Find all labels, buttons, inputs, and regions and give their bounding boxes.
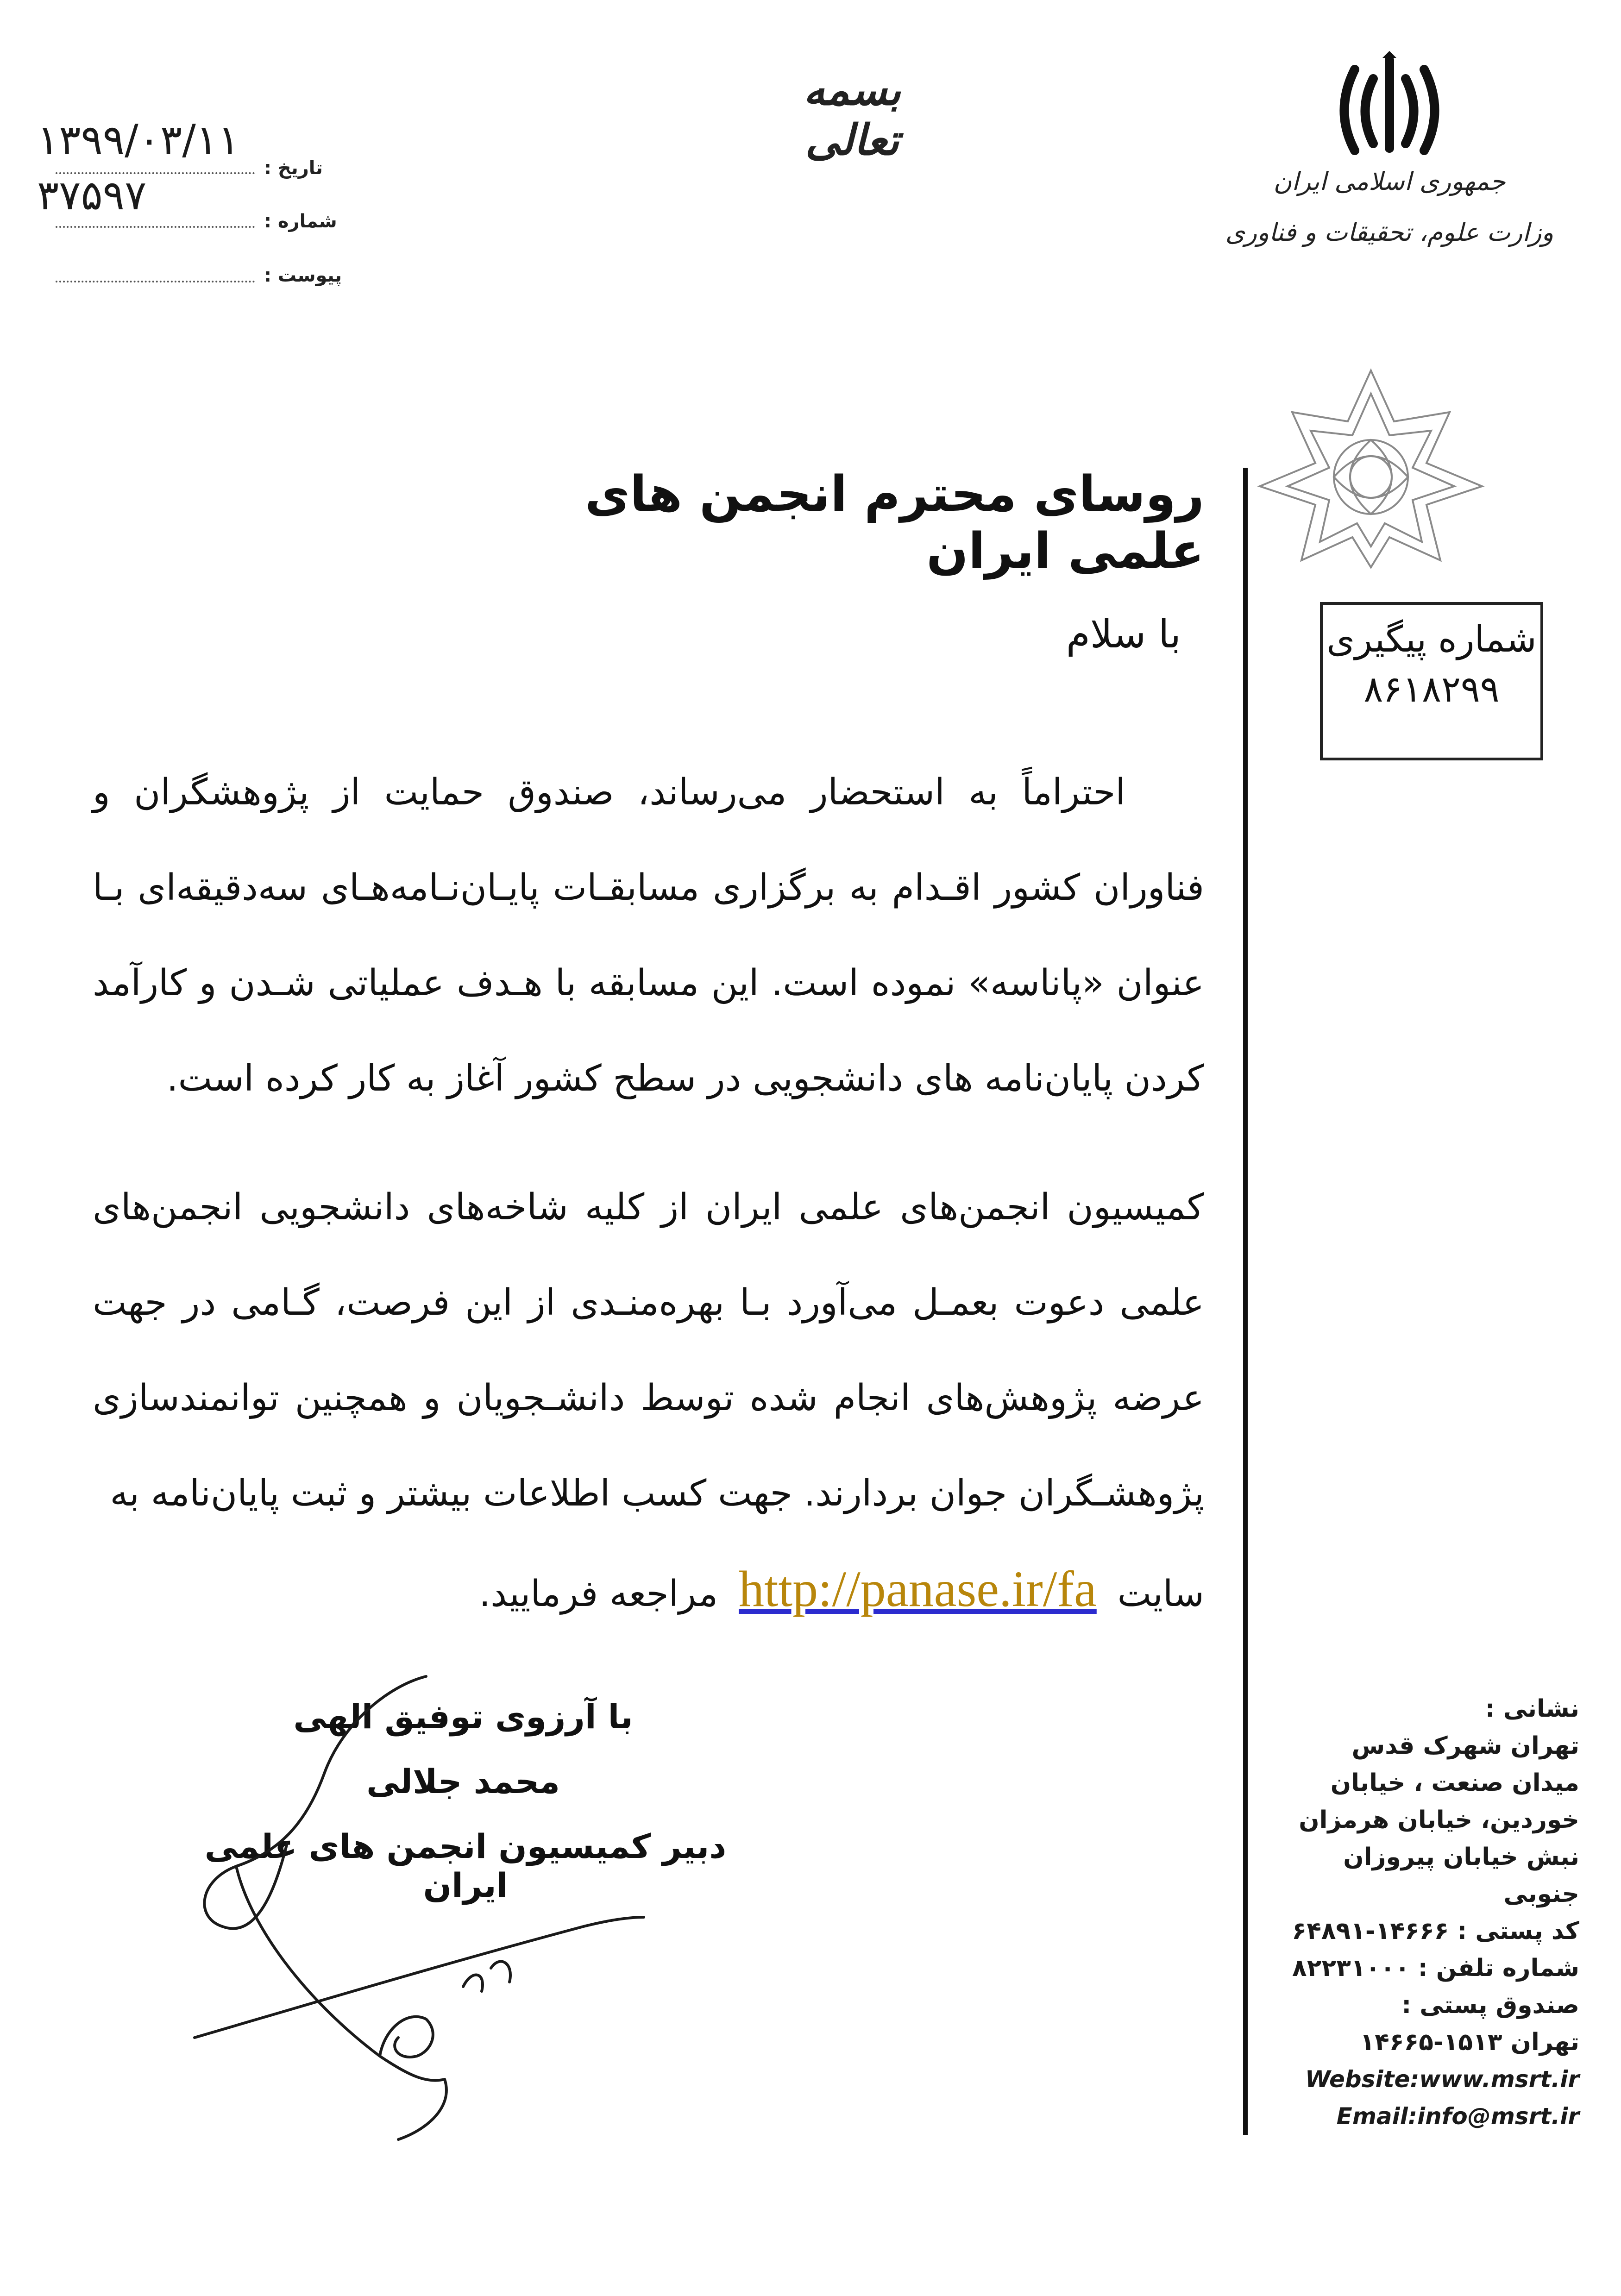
site-prefix: سایت: [1117, 1573, 1204, 1615]
po-box-label: صندوق پستی :: [1401, 1991, 1579, 2019]
handwritten-signature: [167, 1667, 676, 2153]
site-line: [93, 1541, 1204, 1642]
salutation: با سلام: [1066, 611, 1181, 657]
postal-code: کد پستی : ۱۴۶۶۶-۶۴۸۹۱: [1292, 1917, 1579, 1945]
number-label: شماره :: [264, 211, 337, 232]
paragraph-2-text: کمیسیون انجمن‌های علمی ایران از کلیه شاخه‌های دانشجویی انجمن‌های علمی دعوت بعمـل می‌آورد بـا بهره‌منـدی از این فرصت، گـامی در جهت عرضه پژوهش‌های انجام شده توسط دانشـجویان و همچنین توانمندسازی پژوهشـگران جوان بردارند. جهت کسب اطلاعات بیشتر و ثبت پایان‌نامه به: [93, 1186, 1204, 1514]
recipient-heading: روسای محترم انجمن های علمی ایران: [584, 465, 1204, 579]
panase-link[interactable]: http://panase.ir/fa: [738, 1561, 1097, 1617]
address-line-1: تهران شهرک قدس: [1351, 1732, 1579, 1760]
date-value: ۱۳۹۹/۰۳/۱۱: [37, 116, 240, 163]
paragraph-1-text: احتراماً به استحضار می‌رساند، صندوق حمایت از پژوهشگران و فناوران کشور اقـدام به برگزاری مسابقـات پایـان‌نـامه‌هـای سه‌دقیقه‌ای بـا عنوان «پاناسه» نموده است. این مسابقه با هـدف عملیاتی شـدن و کارآمد کردن پایان‌نامه های دانشجویی در سطح کشور آغاز به کار کرده است.: [93, 772, 1204, 1099]
address-block: [1288, 1690, 1579, 2135]
address-line-3: خوردین، خیابان هرمزان: [1299, 1806, 1579, 1834]
phone-number: شماره تلفن : ۸۲۲۳۱۰۰۰: [1292, 1954, 1579, 1982]
org-line-2: وزارت علوم، تحقیقات و فناوری: [1225, 218, 1554, 247]
address-line-2: میدان صنعت ، خیابان: [1330, 1769, 1579, 1797]
attachment-dotted-line: [56, 281, 255, 282]
website-text[interactable]: Website:www.msrt.ir: [1305, 2066, 1579, 2093]
number-dotted-line: [56, 226, 255, 228]
tracking-number-box: [1320, 602, 1543, 760]
email-text[interactable]: Email:info@msrt.ir: [1336, 2103, 1579, 2130]
po-box-number: تهران ۱۵۱۳-۱۴۶۶۵: [1360, 2028, 1579, 2056]
ornamental-star-icon: [1255, 366, 1487, 570]
org-line-1: جمهوری اسلامی ایران: [1273, 167, 1506, 196]
vertical-divider: [1243, 468, 1248, 2135]
tracking-number: ۸۶۱۸۲۹۹: [1363, 669, 1500, 710]
date-label: تاریخ :: [264, 157, 323, 179]
signer-name: محمد جلالی: [366, 1762, 560, 1801]
address-line-4: نبش خیابان پیروزان جنوبی: [1343, 1843, 1579, 1908]
signer-title: دبیر کمیسیون انجمن های علمی ایران: [204, 1827, 727, 1905]
address-heading: نشانی :: [1485, 1695, 1579, 1723]
site-suffix: مراجعه فرمایید.: [479, 1573, 718, 1615]
body-paragraph-1: [93, 745, 1204, 1126]
bismillah-heading: بسمه تعالی: [803, 65, 901, 165]
tracking-label: شماره پیگیری: [1326, 619, 1537, 660]
body-paragraph-2: [93, 1160, 1204, 1642]
number-value: ۳۷۵۹۷: [37, 171, 147, 219]
attachment-label: پیوست :: [264, 265, 342, 286]
closing-greeting: با آرزوی توفیق الهی: [293, 1697, 633, 1736]
iran-emblem-icon: [1329, 51, 1450, 157]
